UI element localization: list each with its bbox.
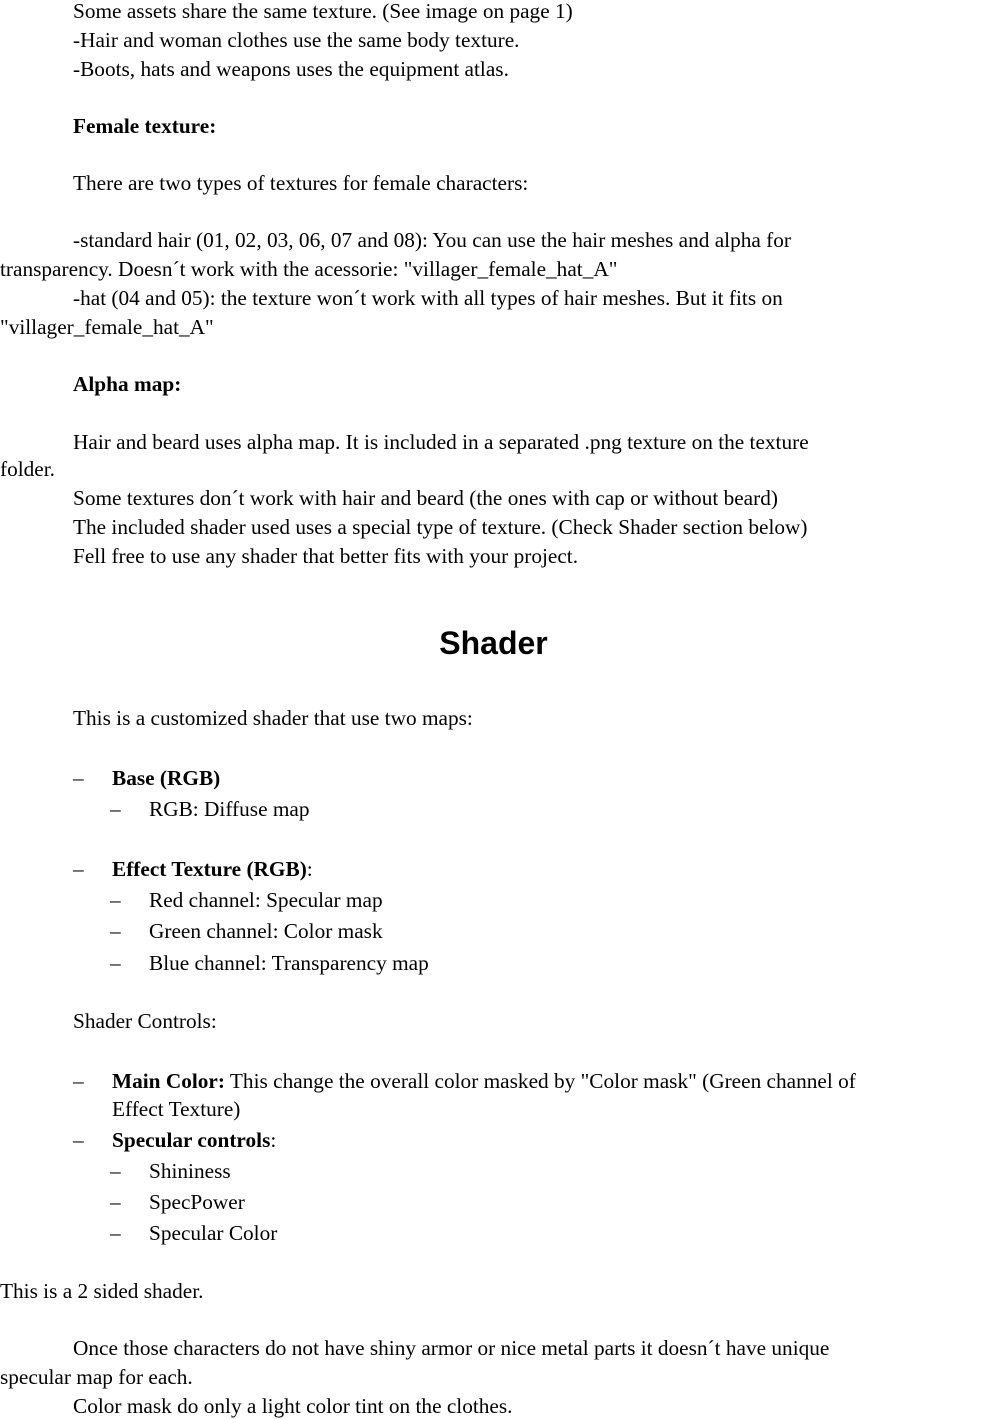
main-color-label: Main Color: (112, 1069, 225, 1093)
paragraph-line: Hair and beard uses alpha map. It is included in a separated .png texture on the texture (73, 430, 809, 454)
list-item-specpower: SpecPower (149, 1190, 245, 1214)
specular-controls-label: Specular controls (112, 1128, 271, 1152)
list-bullet: – (73, 1069, 84, 1093)
paragraph-line: folder. (0, 457, 55, 481)
list-item-blue-channel: Blue channel: Transparency map (149, 951, 429, 975)
paragraph-line: The included shader used uses a special type of texture. (Check Shader section below) (73, 515, 808, 539)
list-item-main-color (112, 1068, 856, 1094)
paragraph-line: specular map for each. (0, 1365, 193, 1389)
paragraph-line: transparency. Doesn´t work with the acessorie: "villager_female_hat_A" (0, 257, 618, 281)
list-bullet: – (110, 1190, 121, 1214)
paragraph-line: This is a 2 sided shader. (0, 1279, 204, 1303)
paragraph-line: Once those characters do not have shiny armor or nice metal parts it doesn´t have unique (73, 1336, 830, 1360)
list-bullet: – (110, 1221, 121, 1245)
list-item-specular-controls (112, 1127, 276, 1153)
paragraph-line: There are two types of textures for female characters: (73, 171, 529, 195)
list-bullet: – (110, 951, 121, 975)
shader-title: Shader (439, 625, 548, 661)
list-bullet: – (110, 1159, 121, 1183)
paragraph-line: -standard hair (01, 02, 03, 06, 07 and 08): You can use the hair meshes and alpha for (73, 228, 792, 252)
list-bullet: – (73, 766, 84, 790)
list-item-green-channel: Green channel: Color mask (149, 919, 383, 943)
list-bullet: – (110, 797, 121, 821)
paragraph-line: This is a customized shader that use two maps: (73, 706, 473, 730)
shader-controls-heading: Shader Controls: (73, 1009, 217, 1033)
colon: : (306, 857, 313, 881)
main-color-text: This change the overall color masked by "Color mask" (Green channel of (224, 1069, 856, 1093)
list-bullet: – (110, 888, 121, 912)
female-texture-heading: Female texture: (73, 114, 217, 138)
list-item-main-color-cont: Effect Texture) (112, 1097, 241, 1121)
effect-texture-label: Effect Texture (RGB) (112, 857, 307, 881)
list-bullet: – (73, 1128, 84, 1152)
paragraph-line: Color mask do only a light color tint on the clothes. (73, 1394, 513, 1418)
intro-line: -Boots, hats and weapons uses the equipment atlas. (73, 57, 509, 81)
list-item-red-channel: Red channel: Specular map (149, 888, 383, 912)
list-item-specular-color: Specular Color (149, 1221, 278, 1245)
list-item-base: Base (RGB) (112, 766, 221, 790)
list-item-shininess: Shininess (149, 1159, 231, 1183)
paragraph-line: Fell free to use any shader that better fits with your project. (73, 544, 579, 568)
list-item-base-rgb: RGB: Diffuse map (149, 797, 310, 821)
list-bullet: – (73, 857, 84, 881)
list-item-effect-texture (112, 856, 313, 882)
list-bullet: – (110, 919, 121, 943)
alpha-map-heading: Alpha map: (73, 372, 182, 396)
paragraph-line: -hat (04 and 05): the texture won´t work with all types of hair meshes. But it fits on (73, 286, 783, 310)
paragraph-line: Some textures don´t work with hair and beard (the ones with cap or without beard) (73, 486, 778, 510)
paragraph-line: "villager_female_hat_A" (0, 315, 214, 339)
colon: : (270, 1128, 277, 1152)
intro-line: -Hair and woman clothes use the same body texture. (73, 28, 520, 52)
intro-line: Some assets share the same texture. (See image on page 1) (73, 0, 573, 23)
